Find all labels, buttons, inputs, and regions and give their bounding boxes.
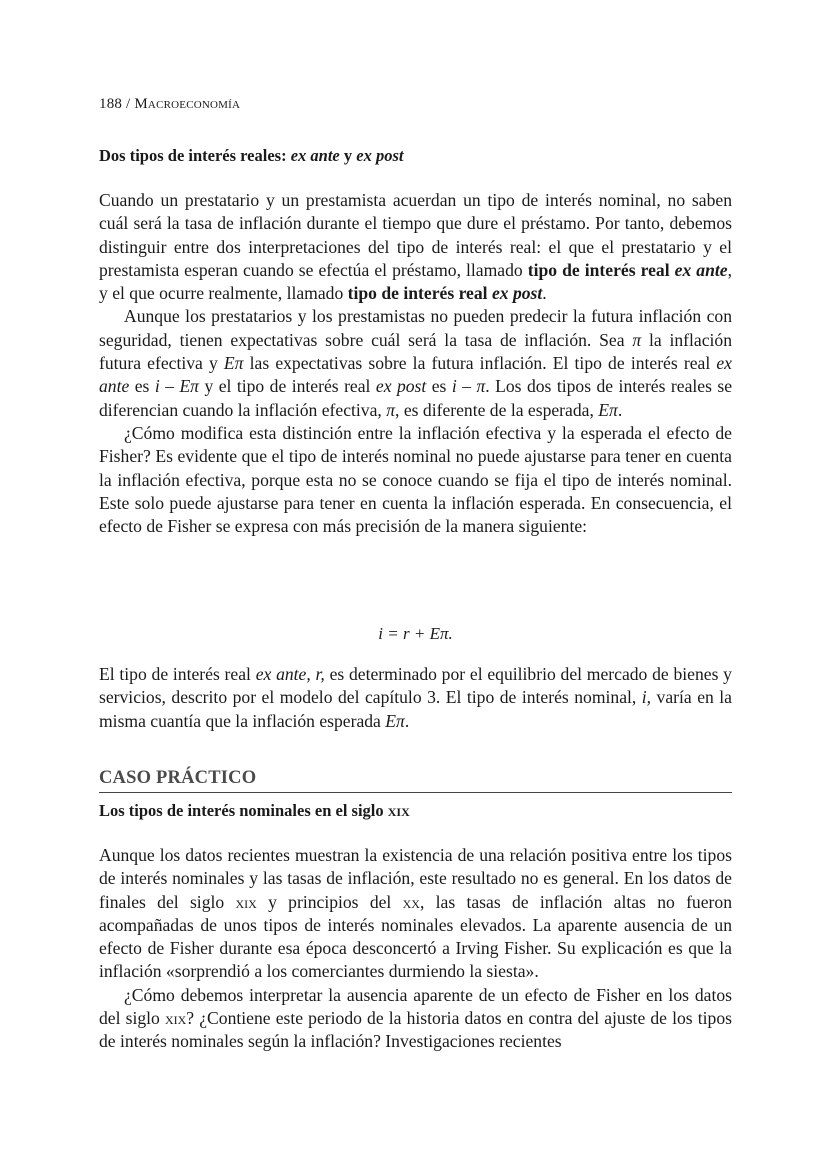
book-title: Macroeconomía <box>134 96 241 112</box>
page-number: 188 <box>99 96 123 112</box>
paragraph-6: ¿Cómo debemos interpretar la ausencia aparente de un efecto de Fisher en los datos del siglo xix? ¿Contiene este periodo de la historia datos en contra del ajuste de los tipos de interés nominales según la inflación? Investigaciones recientes <box>99 984 732 1052</box>
case-study-label: CASO PRÁCTICO <box>99 768 732 793</box>
paragraph-1: Cuando un prestatario y un prestamista acuerdan un tipo de interés nominal, no saben cuál será la tasa de inflación durante el tiempo que dure el préstamo. Por tanto, debemos distinguir entre dos interpretaciones del tipo de interés real: el que el prestatario y el prestamista esperan cuando se efectúa el préstamo, llamado tipo de interés real ex ante, y el que ocurre realmente, llamado tipo de interés real ex post. <box>99 190 732 304</box>
header-separator: / <box>122 96 135 112</box>
paragraph-4: El tipo de interés real ex ante, r, es determinado por el equilibrio del mercado de bienes y servicios, descrito por el modelo del capítulo 3. El tipo de interés nominal, i, varía en la misma cuantía que la inflación esperada Eπ. <box>99 664 732 731</box>
text-block-equation-explanation <box>99 663 732 733</box>
paragraph-5: Aunque los datos recientes muestran la existencia de una relación positiva entre los tipos de interés nominales y las tasas de inflación, este resultado no es general. En los datos de finales del siglo xix y principios del xx, las tasas de inflación altas no fueron acompañadas de unos tipos de interés nominales elevados. La aparente ausencia de un efecto de Fisher durante esa época desconcertó a Irving Fisher. Su explicación es que la inflación «sorprendió a los comerciantes durmiendo la siesta». <box>99 845 732 982</box>
paragraph-3: ¿Cómo modifica esta distinción entre la inflación efectiva y la esperada el efecto de Fisher? Es evidente que el tipo de interés nominal no puede ajustarse para tener en cuenta la inflación efectiva, porque esta no se conoce cuando se fija el tipo de interés nominal. Este solo puede ajustarse para tener en cuenta la inflación esperada. En consecuencia, el efecto de Fisher se expresa con más precisión de la manera siguiente: <box>99 422 732 537</box>
running-header <box>99 96 240 113</box>
section-title: Dos tipos de interés reales: ex ante y ex post <box>99 146 404 165</box>
fisher-equation: i = r + Eπ. <box>378 624 453 643</box>
text-block-case-study <box>99 844 732 1054</box>
case-study-title: Los tipos de interés nominales en el siglo xix <box>99 801 410 820</box>
text-block-intro <box>99 189 732 538</box>
paragraph-2: Aunque los prestatarios y los prestamistas no pueden predecir la futura inflación con seguridad, tienen expectativas sobre cuál será la tasa de inflación. Sea π la inflación futura efectiva y Eπ las expectativas sobre la futura inflación. El tipo de interés real ex ante es i – Eπ y el tipo de interés real ex post es i – π. Los dos tipos de interés reales se diferencian cuando la inflación efectiva, π, es diferente de la esperada, Eπ. <box>99 306 733 420</box>
